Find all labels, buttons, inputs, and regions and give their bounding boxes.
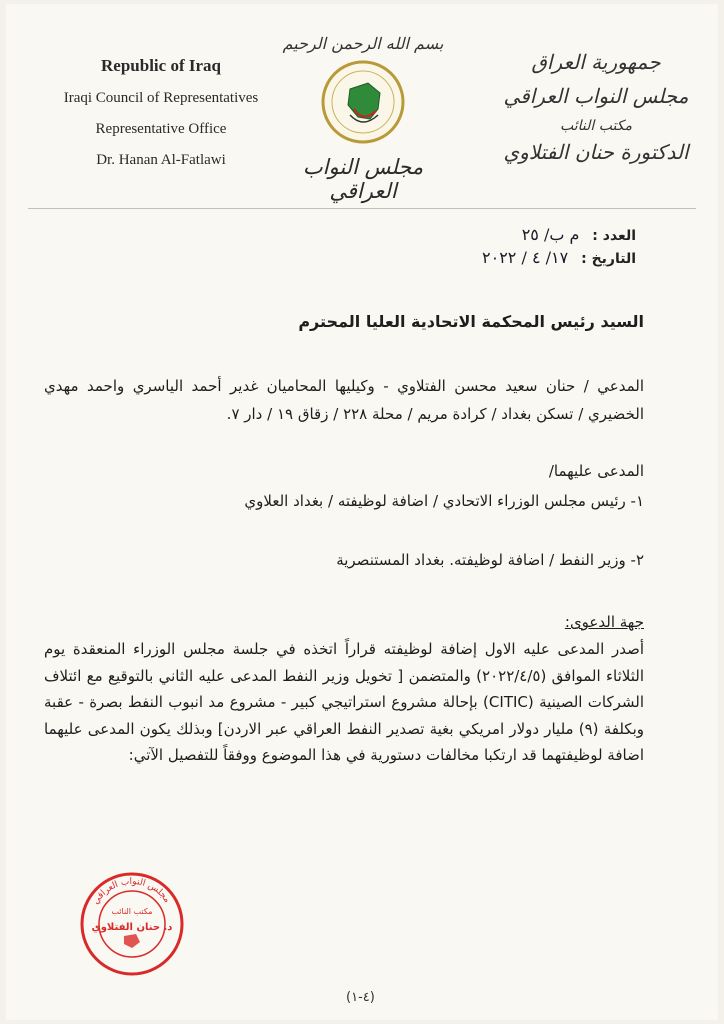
center-letterhead	[268, 34, 458, 203]
defendants-label: المدعى عليهما/	[548, 462, 644, 480]
page-number: (٤-١)	[346, 990, 375, 1005]
defendant-1: ١- رئيس مجلس الوزراء الاتحادي / اضافة لوظيفته / بغداد العلاوي	[244, 492, 644, 510]
reference-date-value: ١٧/ ٤ / ٢٠٢٢	[482, 248, 569, 267]
letterhead-country-ar: جمهورية العراق	[531, 50, 661, 74]
english-letterhead	[46, 56, 276, 169]
basmala: بسم الله الرحمن الرحيم	[282, 34, 444, 53]
council-calligraphy: مجلس النواب العراقي	[302, 155, 424, 203]
office-stamp	[78, 870, 186, 978]
stamp-inner-name: د. حنان الفتلاوي	[91, 922, 173, 933]
reference-date-label: التاريخ :	[581, 251, 636, 267]
lawsuit-body: أصدر المدعى عليه الاول إضافة لوظيفته قراراً اتخذه في جلسة مجلس الوزراء المنعقدة يوم الثلاثاء الموافق (٢٠٢٢/٤/٥) والمتضمن [ تخويل وزير النفط المدعى عليه الثاني بالتوقيع مع ائتلاف الشركات الصينية (CITIC) بإحالة مشروع استراتيجي كبير - مشروع مد انبوب النفط بصرة - عقبة وبكلفة (٩) مليار دولار امريكي بغية تصدير النفط العراقي عبر الاردن] وبذلك يكون المدعى عليهما اضافة لوظيفتهما قد ارتكبا مخالفات دستورية في هذا الموضوع ووفقاً للتفصيل الآتي:	[44, 640, 645, 765]
lawsuit-heading: جهة الدعوى:	[564, 613, 644, 631]
council-logo	[320, 59, 406, 145]
defendant-2: ٢- وزير النفط / اضافة لوظيفته. بغداد المستنصرية	[336, 551, 644, 569]
letterhead-name: Dr. Hanan Al-Fatlawi	[96, 152, 226, 168]
letterhead-office-ar: مكتب النائب	[560, 118, 632, 134]
letterhead-name-ar: الدكتورة حنان الفتلاوي	[503, 140, 689, 164]
document-page	[6, 4, 718, 1020]
stamp-ring-text: مجلس النواب العراقي	[91, 876, 172, 907]
reference-number-row	[482, 224, 636, 247]
arabic-letterhead	[496, 50, 696, 174]
letterhead-council: Iraqi Council of Representatives	[63, 90, 259, 106]
reference-number-label: العدد :	[592, 228, 636, 244]
letterhead-country: Republic of Iraq	[101, 56, 221, 75]
addressee: السيد رئيس المحكمة الاتحادية العليا المحترم	[298, 312, 644, 331]
letterhead-office: Representative Office	[95, 121, 227, 137]
stamp-inner-office: مكتب النائب	[111, 907, 153, 916]
reference-date-row	[482, 247, 636, 270]
plaintiff-paragraph: المدعي / حنان سعيد محسن الفتلاوي - وكيليها المحاميان غدير أحمد الياسري واحمد مهدي الخضيري / تسكن بغداد / كرادة مريم / محلة ٢٢٨ / زقاق ١٩ / دار ٧.	[44, 377, 644, 423]
reference-block	[482, 224, 636, 270]
header-divider	[28, 208, 696, 209]
reference-number-value: م ب/ ٢٥	[521, 225, 580, 244]
letterhead-council-ar: مجلس النواب العراقي	[503, 84, 689, 108]
